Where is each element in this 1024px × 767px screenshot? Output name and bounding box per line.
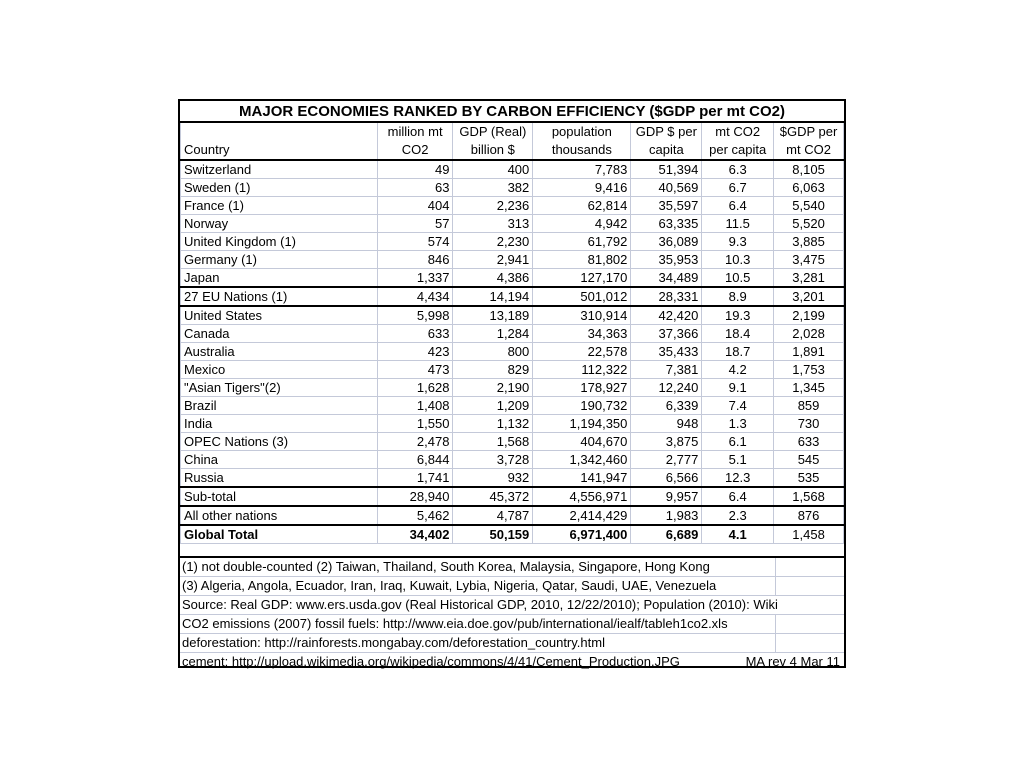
cell: 535 bbox=[774, 469, 844, 488]
table-row bbox=[181, 506, 844, 525]
cell: 10.5 bbox=[702, 269, 774, 288]
footnote-line bbox=[180, 577, 844, 596]
cell: 22,578 bbox=[533, 343, 631, 361]
table-row bbox=[181, 269, 844, 288]
cell: 876 bbox=[774, 506, 844, 525]
cell: 313 bbox=[453, 215, 533, 233]
row-label: United Kingdom (1) bbox=[181, 233, 378, 251]
cell: 6.3 bbox=[702, 160, 774, 179]
cell: 1,194,350 bbox=[533, 415, 631, 433]
cell: 423 bbox=[377, 343, 453, 361]
cell: 11.5 bbox=[702, 215, 774, 233]
cell: 34,363 bbox=[533, 325, 631, 343]
cell: 545 bbox=[774, 451, 844, 469]
table-row bbox=[181, 215, 844, 233]
cell: 1,342,460 bbox=[533, 451, 631, 469]
footnote-text: CO2 emissions (2007) fossil fuels: http://www.eia.doe.gov/pub/international/iealf/tableh1co2.xls bbox=[182, 616, 728, 631]
cell: 40,569 bbox=[631, 179, 702, 197]
cell: 1,568 bbox=[453, 433, 533, 451]
table-row bbox=[181, 179, 844, 197]
row-label: Russia bbox=[181, 469, 378, 488]
cell: CO2 bbox=[377, 141, 453, 160]
table-row bbox=[181, 415, 844, 433]
table-row bbox=[181, 343, 844, 361]
cell: 4,556,971 bbox=[533, 487, 631, 506]
cell: $GDP per bbox=[774, 123, 844, 141]
revision-note: MA rev 4 Mar 11 bbox=[745, 654, 840, 669]
row-label: Switzerland bbox=[181, 160, 378, 179]
table-row bbox=[181, 306, 844, 325]
table-row bbox=[181, 251, 844, 269]
cell: 2,236 bbox=[453, 197, 533, 215]
cell: 178,927 bbox=[533, 379, 631, 397]
row-label: France (1) bbox=[181, 197, 378, 215]
cell: 9.3 bbox=[702, 233, 774, 251]
cell: mt CO2 bbox=[774, 141, 844, 160]
cell: 8,105 bbox=[774, 160, 844, 179]
cell: 45,372 bbox=[453, 487, 533, 506]
cell: 1,284 bbox=[453, 325, 533, 343]
cell: 3,475 bbox=[774, 251, 844, 269]
cell: 35,433 bbox=[631, 343, 702, 361]
table-row bbox=[181, 361, 844, 379]
cell: 6.4 bbox=[702, 197, 774, 215]
cell: 5.1 bbox=[702, 451, 774, 469]
cell: 5,462 bbox=[377, 506, 453, 525]
cell: 12,240 bbox=[631, 379, 702, 397]
cell: 112,322 bbox=[533, 361, 631, 379]
cell: 400 bbox=[453, 160, 533, 179]
cell: billion $ bbox=[453, 141, 533, 160]
cell: 1,337 bbox=[377, 269, 453, 288]
cell: 829 bbox=[453, 361, 533, 379]
cell: 1,209 bbox=[453, 397, 533, 415]
cell: 404 bbox=[377, 197, 453, 215]
cell: 6,566 bbox=[631, 469, 702, 488]
cell: 51,394 bbox=[631, 160, 702, 179]
cell: 141,947 bbox=[533, 469, 631, 488]
row-label: Australia bbox=[181, 343, 378, 361]
cell: 63,335 bbox=[631, 215, 702, 233]
cell: 10.3 bbox=[702, 251, 774, 269]
cell: GDP $ per bbox=[631, 123, 702, 141]
cell: 473 bbox=[377, 361, 453, 379]
cell: 310,914 bbox=[533, 306, 631, 325]
cell: 4,942 bbox=[533, 215, 631, 233]
row-label: Japan bbox=[181, 269, 378, 288]
row-label bbox=[181, 123, 378, 141]
cell: GDP (Real) bbox=[453, 123, 533, 141]
table-row bbox=[181, 287, 844, 306]
cell: 18.7 bbox=[702, 343, 774, 361]
cell: 7.4 bbox=[702, 397, 774, 415]
cell: 1.3 bbox=[702, 415, 774, 433]
cell: 36,089 bbox=[631, 233, 702, 251]
cell: million mt bbox=[377, 123, 453, 141]
cell: 846 bbox=[377, 251, 453, 269]
cell: 9,957 bbox=[631, 487, 702, 506]
cell: 2,199 bbox=[774, 306, 844, 325]
table-row bbox=[181, 487, 844, 506]
row-label: Country bbox=[181, 141, 378, 160]
footnote-line bbox=[180, 653, 844, 671]
table-row bbox=[181, 197, 844, 215]
row-label: Mexico bbox=[181, 361, 378, 379]
cell: 2,941 bbox=[453, 251, 533, 269]
footnote-text: Source: Real GDP: www.ers.usda.gov (Real Historical GDP, 2010, 12/22/2010); Population (2010): Wiki bbox=[182, 597, 778, 612]
cell: 3,201 bbox=[774, 287, 844, 306]
spreadsheet bbox=[178, 99, 846, 668]
cell: thousands bbox=[533, 141, 631, 160]
cell: 1,628 bbox=[377, 379, 453, 397]
row-label: All other nations bbox=[181, 506, 378, 525]
cell: 63 bbox=[377, 179, 453, 197]
cell: 14,194 bbox=[453, 287, 533, 306]
cell: 6.1 bbox=[702, 433, 774, 451]
footnote-line bbox=[180, 615, 844, 634]
row-label: Global Total bbox=[181, 525, 378, 544]
cell: 18.4 bbox=[702, 325, 774, 343]
footnote-text: cement: http://upload.wikimedia.org/wikipedia/commons/4/41/Cement_Production.JPG bbox=[182, 654, 680, 669]
cell: 4,434 bbox=[377, 287, 453, 306]
data-table bbox=[180, 123, 844, 544]
footnote-line bbox=[180, 634, 844, 653]
cell: 35,597 bbox=[631, 197, 702, 215]
footnotes bbox=[180, 556, 844, 671]
cell: 34,402 bbox=[377, 525, 453, 544]
total-row bbox=[181, 525, 844, 544]
row-label: United States bbox=[181, 306, 378, 325]
row-label: "Asian Tigers"(2) bbox=[181, 379, 378, 397]
cell: 42,420 bbox=[631, 306, 702, 325]
cell: 5,520 bbox=[774, 215, 844, 233]
table-row bbox=[181, 233, 844, 251]
cell: 382 bbox=[453, 179, 533, 197]
cell: 7,783 bbox=[533, 160, 631, 179]
cell: 1,753 bbox=[774, 361, 844, 379]
cell: 1,458 bbox=[774, 525, 844, 544]
cell: 1,550 bbox=[377, 415, 453, 433]
footnote-line bbox=[180, 558, 844, 577]
cell: 1,568 bbox=[774, 487, 844, 506]
cell: 13,189 bbox=[453, 306, 533, 325]
cell: 1,408 bbox=[377, 397, 453, 415]
cell: 28,940 bbox=[377, 487, 453, 506]
grid-line bbox=[775, 577, 776, 595]
cell: 4,386 bbox=[453, 269, 533, 288]
cell: 9.1 bbox=[702, 379, 774, 397]
table-row bbox=[181, 451, 844, 469]
cell: population bbox=[533, 123, 631, 141]
cell: 2,414,429 bbox=[533, 506, 631, 525]
cell: 1,345 bbox=[774, 379, 844, 397]
cell: mt CO2 bbox=[702, 123, 774, 141]
grid-line bbox=[775, 615, 776, 633]
cell: 5,998 bbox=[377, 306, 453, 325]
cell: 6,063 bbox=[774, 179, 844, 197]
cell: 62,814 bbox=[533, 197, 631, 215]
cell: 1,741 bbox=[377, 469, 453, 488]
cell: 3,728 bbox=[453, 451, 533, 469]
cell: 2,028 bbox=[774, 325, 844, 343]
header-row bbox=[181, 123, 844, 141]
cell: 35,953 bbox=[631, 251, 702, 269]
cell: 574 bbox=[377, 233, 453, 251]
cell: 8.9 bbox=[702, 287, 774, 306]
cell: 2,777 bbox=[631, 451, 702, 469]
cell: 50,159 bbox=[453, 525, 533, 544]
table-row bbox=[181, 469, 844, 488]
cell: 501,012 bbox=[533, 287, 631, 306]
row-label: Sub-total bbox=[181, 487, 378, 506]
table-title: MAJOR ECONOMIES RANKED BY CARBON EFFICIENCY ($GDP per mt CO2) bbox=[180, 101, 844, 123]
cell: 633 bbox=[377, 325, 453, 343]
cell: 4.1 bbox=[702, 525, 774, 544]
cell: 57 bbox=[377, 215, 453, 233]
cell: 730 bbox=[774, 415, 844, 433]
cell: 9,416 bbox=[533, 179, 631, 197]
footnote-line bbox=[180, 596, 844, 615]
table-row bbox=[181, 160, 844, 179]
cell: 1,983 bbox=[631, 506, 702, 525]
cell: 6,689 bbox=[631, 525, 702, 544]
table-row bbox=[181, 433, 844, 451]
cell: 1,891 bbox=[774, 343, 844, 361]
cell: 1,132 bbox=[453, 415, 533, 433]
cell: 3,885 bbox=[774, 233, 844, 251]
cell: 37,366 bbox=[631, 325, 702, 343]
cell: 4.2 bbox=[702, 361, 774, 379]
cell: 404,670 bbox=[533, 433, 631, 451]
cell: 633 bbox=[774, 433, 844, 451]
row-label: India bbox=[181, 415, 378, 433]
cell: 6,971,400 bbox=[533, 525, 631, 544]
row-label: Canada bbox=[181, 325, 378, 343]
cell: 2,478 bbox=[377, 433, 453, 451]
header-row bbox=[181, 141, 844, 160]
cell: 2.3 bbox=[702, 506, 774, 525]
cell: 948 bbox=[631, 415, 702, 433]
row-label: Sweden (1) bbox=[181, 179, 378, 197]
row-label: 27 EU Nations (1) bbox=[181, 287, 378, 306]
cell: 190,732 bbox=[533, 397, 631, 415]
grid-line bbox=[775, 634, 776, 652]
cell: 3,281 bbox=[774, 269, 844, 288]
cell: 2,190 bbox=[453, 379, 533, 397]
cell: 6.4 bbox=[702, 487, 774, 506]
row-label: Norway bbox=[181, 215, 378, 233]
cell: 61,792 bbox=[533, 233, 631, 251]
table-row bbox=[181, 379, 844, 397]
cell: 81,802 bbox=[533, 251, 631, 269]
cell: 6.7 bbox=[702, 179, 774, 197]
cell: 7,381 bbox=[631, 361, 702, 379]
footnote-text: (3) Algeria, Angola, Ecuador, Iran, Iraq, Kuwait, Lybia, Nigeria, Qatar, Saudi, UAE, Venezuela bbox=[182, 578, 717, 593]
cell: 2,230 bbox=[453, 233, 533, 251]
table-row bbox=[181, 325, 844, 343]
cell: 12.3 bbox=[702, 469, 774, 488]
row-label: Germany (1) bbox=[181, 251, 378, 269]
cell: per capita bbox=[702, 141, 774, 160]
row-label: China bbox=[181, 451, 378, 469]
table-row bbox=[181, 397, 844, 415]
cell: 932 bbox=[453, 469, 533, 488]
cell: 5,540 bbox=[774, 197, 844, 215]
row-label: OPEC Nations (3) bbox=[181, 433, 378, 451]
cell: 34,489 bbox=[631, 269, 702, 288]
cell: 800 bbox=[453, 343, 533, 361]
cell: 6,844 bbox=[377, 451, 453, 469]
cell: 4,787 bbox=[453, 506, 533, 525]
footnote-text: (1) not double-counted (2) Taiwan, Thailand, South Korea, Malaysia, Singapore, Hong Kong bbox=[182, 559, 710, 574]
cell: 3,875 bbox=[631, 433, 702, 451]
cell: 19.3 bbox=[702, 306, 774, 325]
footnote-text: deforestation: http://rainforests.mongabay.com/deforestation_country.html bbox=[182, 635, 605, 650]
cell: 859 bbox=[774, 397, 844, 415]
cell: 49 bbox=[377, 160, 453, 179]
cell: capita bbox=[631, 141, 702, 160]
cell: 6,339 bbox=[631, 397, 702, 415]
row-label: Brazil bbox=[181, 397, 378, 415]
grid-line bbox=[775, 558, 776, 576]
cell: 28,331 bbox=[631, 287, 702, 306]
cell: 127,170 bbox=[533, 269, 631, 288]
